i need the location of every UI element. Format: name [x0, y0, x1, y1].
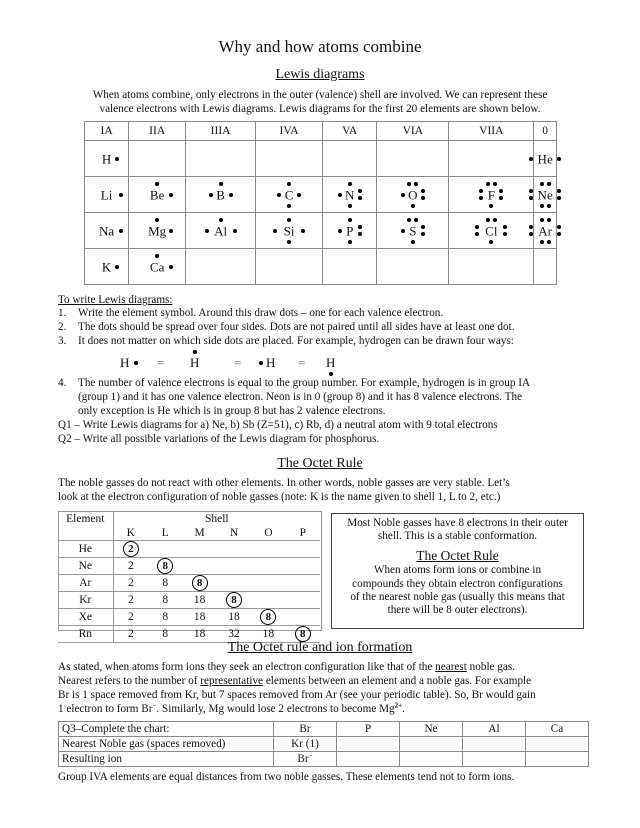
- electron-dot: [411, 204, 415, 208]
- electron-dot: [358, 232, 362, 236]
- element-symbol: O: [408, 187, 418, 202]
- electron-dot: [475, 232, 479, 236]
- how-to-heading: To write Lewis diagrams:: [58, 294, 173, 306]
- electron-dot: [348, 240, 352, 244]
- electron-dot: [115, 265, 119, 269]
- electron-dot: [287, 218, 291, 222]
- lewis-cell-f: [449, 177, 534, 213]
- hydrogen-bottom-dot: H: [326, 355, 336, 370]
- circled-value: 8: [157, 558, 173, 574]
- lewis-cell-empty: [377, 249, 449, 285]
- shell-value: [251, 592, 285, 609]
- col-header: IIA: [129, 122, 186, 141]
- electron-dot: [421, 189, 425, 193]
- element-symbol: Ne: [537, 187, 553, 202]
- lewis-cell-s: [377, 213, 449, 249]
- electron-dot: [329, 372, 333, 376]
- electron-dot: [119, 193, 123, 197]
- box-text: shell. This is a stable conformation.: [377, 530, 538, 543]
- lewis-cell-n: [323, 177, 377, 213]
- step-4: 4. The number of valence electrons is equal to the group number. For example, hydrogen is in group IA (group 1) and it has one valence electron. Neon is in 0 (group 8) and it has 8 valence electrons. The only exception is He which is in group 8 but has 2 valence electrons.: [58, 377, 531, 417]
- steps-list: 1. Write the element symbol. Around this draw dots – one for each valence electron. 2. The dots should be spread over four sides. Dots are not paired until all sides have at least one dot. 3. It does not matter on which side dots are placed. For example, hydrogen can be drawn four ways:: [58, 307, 515, 347]
- outer-shell-value: [217, 592, 251, 609]
- box-text: there will be 8 outer electrons).: [387, 604, 528, 617]
- shell-value: 2: [113, 575, 148, 592]
- shell-value: 8: [148, 609, 182, 626]
- shell-value: 18: [217, 609, 251, 626]
- lewis-cell-k: [85, 249, 129, 285]
- lewis-cell-ar: [534, 213, 557, 249]
- lewis-cell-li: [85, 177, 129, 213]
- electron-dot: [557, 196, 561, 200]
- circled-value: 8: [295, 626, 311, 642]
- electron-dot: [348, 182, 352, 186]
- lewis-cell-empty: [256, 141, 323, 177]
- lewis-cell-p: [323, 213, 377, 249]
- question-1: Q1 – Write Lewis diagrams for a) Ne, b) Sb (Z=51), c) Rb, d) a neutral atom with 9 total electrons: [58, 419, 498, 431]
- electron-dot: [414, 182, 418, 186]
- electron-dot: [219, 182, 223, 186]
- shell-value: [286, 609, 320, 626]
- element-symbol: K: [101, 259, 112, 274]
- electron-dot: [547, 218, 551, 222]
- q3-ion-value: Br−: [274, 752, 337, 767]
- shell-value: 8: [148, 575, 182, 592]
- shell-value: 18: [251, 626, 285, 643]
- outer-shell-value: [148, 558, 182, 575]
- ion-para-1: As stated, when atoms form ions they seek an electron configuration like that of the nearest noble gas.: [58, 661, 516, 673]
- box-text: compounds they obtain electron configurations: [352, 577, 563, 590]
- shell-value: [148, 541, 182, 558]
- q3-row-label: Resulting ion: [59, 752, 274, 767]
- ion-para-3: Br is 1 space removed from Kr, but 7 spaces removed from Ar (see your periodic table). So, Br would gain: [58, 689, 536, 701]
- electron-dot: [338, 229, 342, 233]
- electron-dot: [503, 232, 507, 236]
- ion-para-4: 1 electron to form Br−. Similarly, Mg would lose 2 electrons to become $Mg^{2+}$.: [58, 701, 405, 715]
- electron-dot: [155, 254, 159, 258]
- element-symbol: H: [101, 151, 112, 166]
- q3-header-row: [59, 722, 589, 737]
- shell-value: [286, 541, 320, 558]
- electron-dot: [493, 182, 497, 186]
- q3-element-header: Al: [463, 722, 526, 737]
- lewis-row: [85, 213, 557, 249]
- electron-dot: [503, 225, 507, 229]
- lewis-cell-be: [129, 177, 186, 213]
- electron-dot: [547, 182, 551, 186]
- element-symbol: N: [344, 187, 355, 202]
- box-text: of the nearest noble gas (usually this means that: [350, 590, 565, 603]
- electron-dot: [489, 240, 493, 244]
- element-symbol: Al: [214, 223, 228, 238]
- electron-dot: [529, 157, 533, 161]
- electron-dot: [557, 225, 561, 229]
- element-name: Ar: [58, 575, 113, 592]
- electron-dot: [119, 229, 123, 233]
- element-symbol: Be: [149, 187, 165, 202]
- element-symbol: Ca: [149, 259, 165, 274]
- q3-table: [58, 721, 589, 767]
- shell-value: [182, 541, 216, 558]
- electron-dot: [401, 229, 405, 233]
- shell-label: O: [251, 526, 285, 541]
- electron-dot: [273, 229, 277, 233]
- footer-note: Group IVA elements are equal distances from two noble gasses. These elements tend not to form ions.: [58, 771, 515, 783]
- element-symbol: Ar: [538, 223, 552, 238]
- lewis-header-row: [85, 122, 557, 141]
- lewis-table: [84, 121, 557, 285]
- electron-dot: [421, 196, 425, 200]
- equals-sign: =: [157, 355, 165, 370]
- electron-dot: [358, 196, 362, 200]
- shell-value: 18: [182, 609, 216, 626]
- box-text: When atoms form ions or combine in: [373, 564, 542, 577]
- shell-header: Shell: [204, 513, 229, 525]
- element-name: Kr: [58, 592, 113, 609]
- shell-value: [251, 575, 285, 592]
- lewis-cell-c: [256, 177, 323, 213]
- shell-value: 2: [113, 626, 148, 643]
- octet-info-box: [331, 513, 584, 629]
- electron-dot: [540, 182, 544, 186]
- element-name: Rn: [58, 626, 113, 643]
- q3-answer-cell[interactable]: [526, 752, 589, 767]
- q3-element-header: P: [337, 722, 400, 737]
- element-symbol: C: [284, 187, 294, 202]
- electron-dot: [348, 218, 352, 222]
- element-symbol: Si: [283, 223, 295, 238]
- col-header: IIIA: [186, 122, 256, 141]
- shell-value: [182, 558, 216, 575]
- hydrogen-left-dot: H: [266, 355, 276, 370]
- element-symbol: F: [487, 187, 495, 202]
- shell-value: 18: [182, 626, 216, 643]
- shell-value: 2: [113, 609, 148, 626]
- electron-dot: [479, 196, 483, 200]
- octet-intro-1: The noble gasses do not react with other elements. In other words, noble gasses are very stable. Let’s: [58, 477, 510, 489]
- q3-element-header: Ne: [400, 722, 463, 737]
- electron-dot: [499, 189, 503, 193]
- element-name: Ne: [58, 558, 113, 575]
- lewis-cell-cl: [449, 213, 534, 249]
- electron-dot: [407, 218, 411, 222]
- lewis-cell-b: [186, 177, 256, 213]
- lewis-intro-2: valence electrons with Lewis diagrams. Lewis diagrams for the first 20 elements are shown below.: [99, 103, 541, 115]
- lewis-heading: Lewis diagrams: [275, 67, 365, 82]
- electron-dot: [205, 229, 209, 233]
- shell-label: M: [182, 526, 216, 541]
- shell-value: [251, 558, 285, 575]
- element-symbol: Na: [98, 223, 115, 238]
- q3-row-ion: [59, 752, 589, 767]
- electron-dot: [134, 361, 138, 365]
- q3-row-noble-gas: [59, 737, 589, 752]
- element-symbol: S: [409, 223, 417, 238]
- electron-dot: [407, 182, 411, 186]
- electron-dot: [209, 193, 213, 197]
- shell-value: 8: [148, 626, 182, 643]
- element-name: He: [58, 541, 113, 558]
- electron-dot: [297, 193, 301, 197]
- shell-value: [217, 575, 251, 592]
- hydrogen-top-dot: H: [190, 355, 200, 370]
- lewis-cell-he: [534, 141, 557, 177]
- circled-value: 2: [123, 541, 139, 557]
- element-symbol: He: [537, 151, 553, 166]
- electron-dot: [115, 157, 119, 161]
- lewis-cell-ne: [534, 177, 557, 213]
- lewis-row: [85, 177, 557, 213]
- lewis-row: [85, 141, 557, 177]
- outer-shell-value: [113, 541, 148, 558]
- noble-row: [58, 558, 320, 575]
- shell-label: L: [148, 526, 182, 541]
- hydrogen-right-dot: H: [120, 355, 130, 370]
- shell-value: [217, 558, 251, 575]
- shell-value: 2: [113, 558, 148, 575]
- box-text: Most Noble gasses have 8 electrons in their outer: [347, 517, 568, 529]
- shell-value: [217, 541, 251, 558]
- lewis-cell-empty: [256, 249, 323, 285]
- q3-answer-cell[interactable]: [337, 752, 400, 767]
- lewis-cell-al: [186, 213, 256, 249]
- q3-answer-cell[interactable]: [400, 752, 463, 767]
- electron-dot: [479, 189, 483, 193]
- electron-dot: [557, 189, 561, 193]
- electron-dot: [401, 193, 405, 197]
- hydrogen-examples: [110, 350, 360, 380]
- shell-label: N: [217, 526, 251, 541]
- electron-dot: [169, 229, 173, 233]
- electron-dot: [338, 193, 342, 197]
- outer-shell-value: [251, 609, 285, 626]
- ion-heading: The Octet rule and ion formation: [227, 640, 413, 655]
- col-header: 0: [534, 122, 557, 141]
- electron-dot: [193, 350, 197, 354]
- shell-value: 8: [148, 592, 182, 609]
- col-header: VA: [323, 122, 377, 141]
- element-symbol: Cl: [485, 223, 498, 238]
- q3-answer-cell[interactable]: [463, 737, 526, 752]
- noble-row: [58, 541, 320, 558]
- electron-dot: [169, 265, 173, 269]
- equals-sign: =: [234, 355, 242, 370]
- electron-dot: [287, 240, 291, 244]
- noble-header-row: [58, 512, 320, 526]
- electron-dot: [557, 232, 561, 236]
- electron-dot: [233, 229, 237, 233]
- element-name: Xe: [58, 609, 113, 626]
- electron-dot: [155, 182, 159, 186]
- element-symbol: B: [216, 187, 225, 202]
- noble-row: [58, 609, 320, 626]
- lewis-cell-ca: [129, 249, 186, 285]
- lewis-cell-empty: [323, 141, 377, 177]
- electron-dot: [348, 204, 352, 208]
- electron-dot: [358, 189, 362, 193]
- q3-answer-cell[interactable]: [337, 737, 400, 752]
- q3-noble-gas-value: Kr (1): [274, 737, 337, 752]
- col-header: VIA: [377, 122, 449, 141]
- equals-sign: =: [298, 355, 306, 370]
- electron-dot: [421, 232, 425, 236]
- circled-value: 8: [260, 609, 276, 625]
- electron-dot: [493, 218, 497, 222]
- q3-label: Q3–Complete the chart:: [59, 722, 274, 737]
- circled-value: 8: [226, 592, 242, 608]
- q3-answer-cell[interactable]: [526, 737, 589, 752]
- noble-gas-table: [58, 512, 320, 643]
- lewis-cell-empty: [377, 141, 449, 177]
- lewis-cell-si: [256, 213, 323, 249]
- col-header: VIIA: [449, 122, 534, 141]
- q3-element-header: Ca: [526, 722, 589, 737]
- electron-dot: [155, 218, 159, 222]
- element-header: Element: [58, 512, 113, 541]
- noble-row: [58, 592, 320, 609]
- question-2: Q2 – Write all possible variations of the Lewis diagram for phosphorus.: [58, 433, 380, 445]
- electron-dot: [486, 182, 490, 186]
- lewis-cell-empty: [449, 141, 534, 177]
- shell-value: 18: [182, 592, 216, 609]
- electron-dot: [229, 193, 233, 197]
- q3-answer-cell[interactable]: [400, 737, 463, 752]
- noble-row: [58, 575, 320, 592]
- octet-intro-2: look at the electron configuration of noble gasses (note: K is the name given to shell 1, L to 2, etc.): [58, 491, 501, 503]
- electron-dot: [287, 204, 291, 208]
- electron-dot: [557, 157, 561, 161]
- col-header: IVA: [256, 122, 323, 141]
- shell-label: P: [286, 526, 320, 541]
- lewis-cell-empty: [449, 249, 534, 285]
- shell-value: [251, 541, 285, 558]
- q3-row-label: Nearest Noble gas (spaces removed): [59, 737, 274, 752]
- q3-element-header: Br: [274, 722, 337, 737]
- page-title: Why and how atoms combine: [218, 37, 422, 56]
- shell-label: K: [113, 526, 148, 541]
- shell-value: 32: [217, 626, 251, 643]
- element-symbol: P: [346, 223, 354, 238]
- col-header: IA: [85, 122, 129, 141]
- electron-dot: [358, 225, 362, 229]
- circled-value: 8: [192, 575, 208, 591]
- electron-dot: [489, 204, 493, 208]
- ion-para-2: Nearest refers to the number of representative elements between an element and a noble gas. For example: [58, 675, 532, 687]
- electron-dot: [287, 182, 291, 186]
- electron-dot: [547, 204, 551, 208]
- element-symbol: Mg: [148, 223, 167, 238]
- electron-dot: [259, 361, 263, 365]
- shell-value: [286, 575, 320, 592]
- lewis-cell-empty: [129, 141, 186, 177]
- lewis-cell-empty: [186, 141, 256, 177]
- lewis-cell-o: [377, 177, 449, 213]
- octet-heading: The Octet Rule: [277, 456, 363, 471]
- shell-value: 2: [113, 592, 148, 609]
- electron-dot: [540, 204, 544, 208]
- electron-dot: [219, 218, 223, 222]
- element-symbol: Li: [100, 187, 113, 202]
- shell-value: [286, 558, 320, 575]
- electron-dot: [540, 240, 544, 244]
- lewis-cell-h: [85, 141, 129, 177]
- lewis-cell-mg: [129, 213, 186, 249]
- lewis-cell-na: [85, 213, 129, 249]
- electron-dot: [301, 229, 305, 233]
- lewis-cell-empty: [323, 249, 377, 285]
- electron-dot: [414, 218, 418, 222]
- electron-dot: [547, 240, 551, 244]
- outer-shell-value: [182, 575, 216, 592]
- q3-answer-cell[interactable]: [463, 752, 526, 767]
- lewis-intro-1: When atoms combine, only electrons in the outer (valence) shell are involved. We can represent these: [92, 89, 548, 101]
- lewis-row: [85, 249, 557, 285]
- shell-value: [286, 592, 320, 609]
- electron-dot: [169, 193, 173, 197]
- box-heading: The Octet Rule: [416, 548, 499, 564]
- lewis-cell-empty: [186, 249, 256, 285]
- electron-dot: [540, 218, 544, 222]
- electron-dot: [486, 218, 490, 222]
- electron-dot: [499, 196, 503, 200]
- electron-dot: [475, 225, 479, 229]
- electron-dot: [411, 240, 415, 244]
- electron-dot: [277, 193, 281, 197]
- lewis-cell-empty: [534, 249, 557, 285]
- electron-dot: [421, 225, 425, 229]
